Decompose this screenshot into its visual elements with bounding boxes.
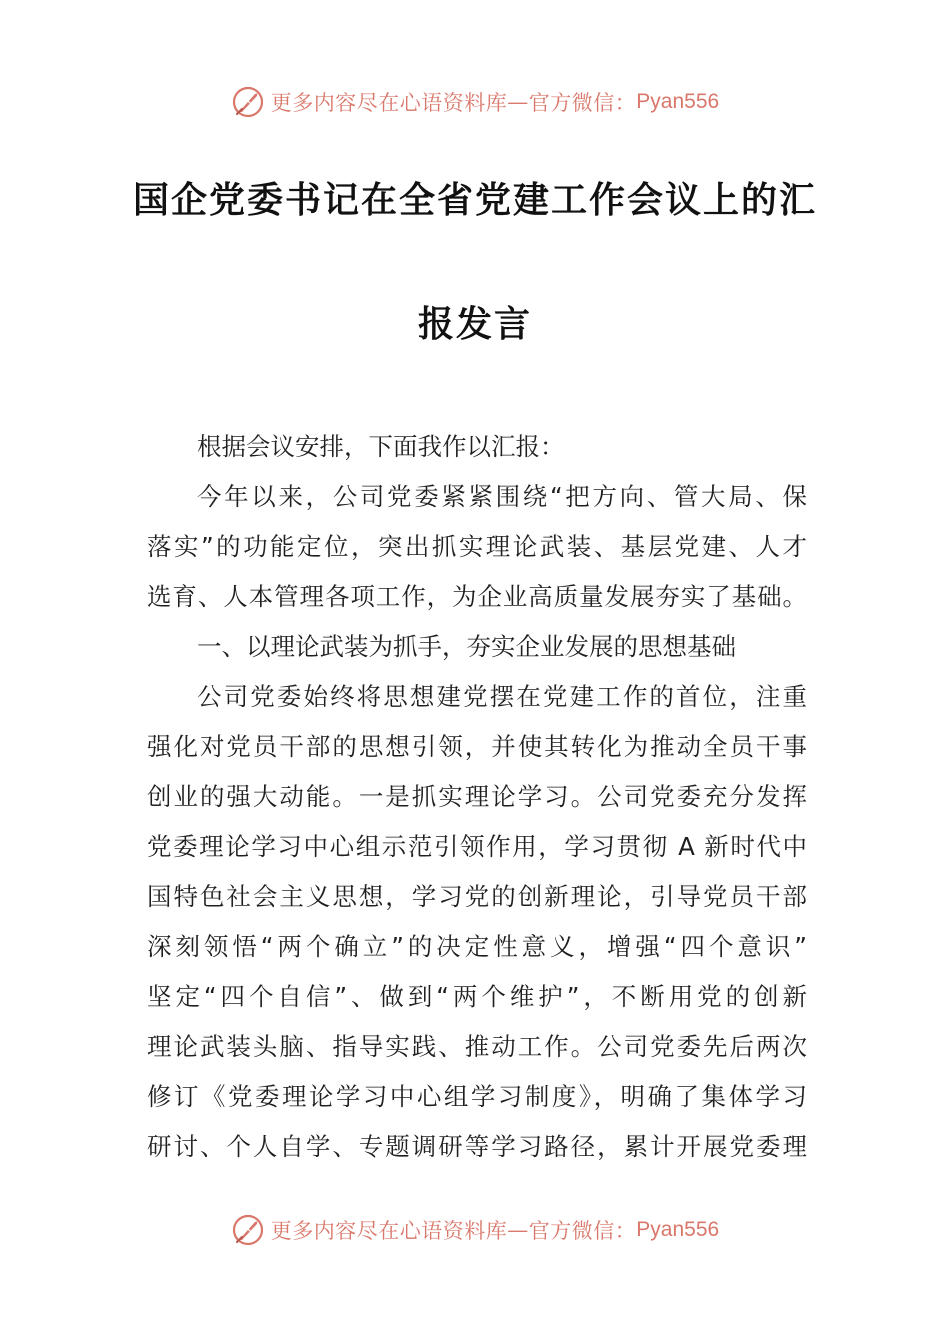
body-line: 党委理论学习中心组示范引领作用，学习贯彻 A 新时代中	[147, 832, 807, 861]
body-line: 落实”的功能定位，突出抓实理论武装、基层党建、人才	[147, 532, 807, 561]
banner-site-text: 更多内容尽在心语资料库	[270, 91, 508, 115]
body-line: 今年以来，公司党委紧紧围绕“把方向、管大局、保	[197, 482, 807, 511]
banner-wechat-id: Pyan556	[636, 90, 720, 113]
body-line: 选育、人本管理各项工作，为企业高质量发展夯实了基础。	[147, 582, 807, 611]
footer-watermark-banner	[0, 1210, 950, 1250]
body-line: 国特色社会主义思想，学习党的创新理论，引导党员干部	[147, 882, 807, 911]
banner-wechat-label: 官方微信：	[528, 1219, 637, 1243]
banner-site-text: 更多内容尽在心语资料库	[270, 1219, 508, 1243]
body-line: 理论武装头脑、指导实践、推动工作。公司党委先后两次	[147, 1032, 807, 1061]
quill-pen-logo-icon	[231, 85, 265, 119]
body-line: 坚定“四个自信”、做到“两个维护”，不断用党的创新	[147, 982, 807, 1011]
section-heading-1: 一、以理论武装为抓手，夯实企业发展的思想基础	[197, 632, 736, 661]
banner-wechat-label: 官方微信：	[528, 91, 637, 115]
banner-dash: —	[507, 1218, 529, 1242]
document-title-line-1: 国企党委书记在全省党建工作会议上的汇	[132, 180, 817, 221]
document-body	[147, 422, 807, 1172]
body-line: 修订《党委理论学习中心组学习制度》，明确了集体学习	[147, 1082, 807, 1111]
header-watermark-banner	[0, 82, 950, 122]
document-title-line-2: 报发言	[417, 304, 532, 345]
body-line: 强化对党员干部的思想引领，并使其转化为推动全员干事	[147, 732, 807, 761]
banner-dash: —	[507, 90, 529, 114]
body-line: 深刻领悟“两个确立”的决定性意义，增强“四个意识”	[147, 932, 807, 961]
quill-pen-logo-icon	[231, 1213, 265, 1247]
body-line: 根据会议安排，下面我作以汇报：	[197, 432, 565, 461]
body-line: 创业的强大动能。一是抓实理论学习。公司党委充分发挥	[147, 782, 807, 811]
body-line: 公司党委始终将思想建党摆在党建工作的首位，注重	[197, 682, 807, 711]
body-line: 研讨、个人自学、专题调研等学习路径，累计开展党委理	[147, 1132, 807, 1161]
banner-wechat-id: Pyan556	[636, 1218, 720, 1241]
